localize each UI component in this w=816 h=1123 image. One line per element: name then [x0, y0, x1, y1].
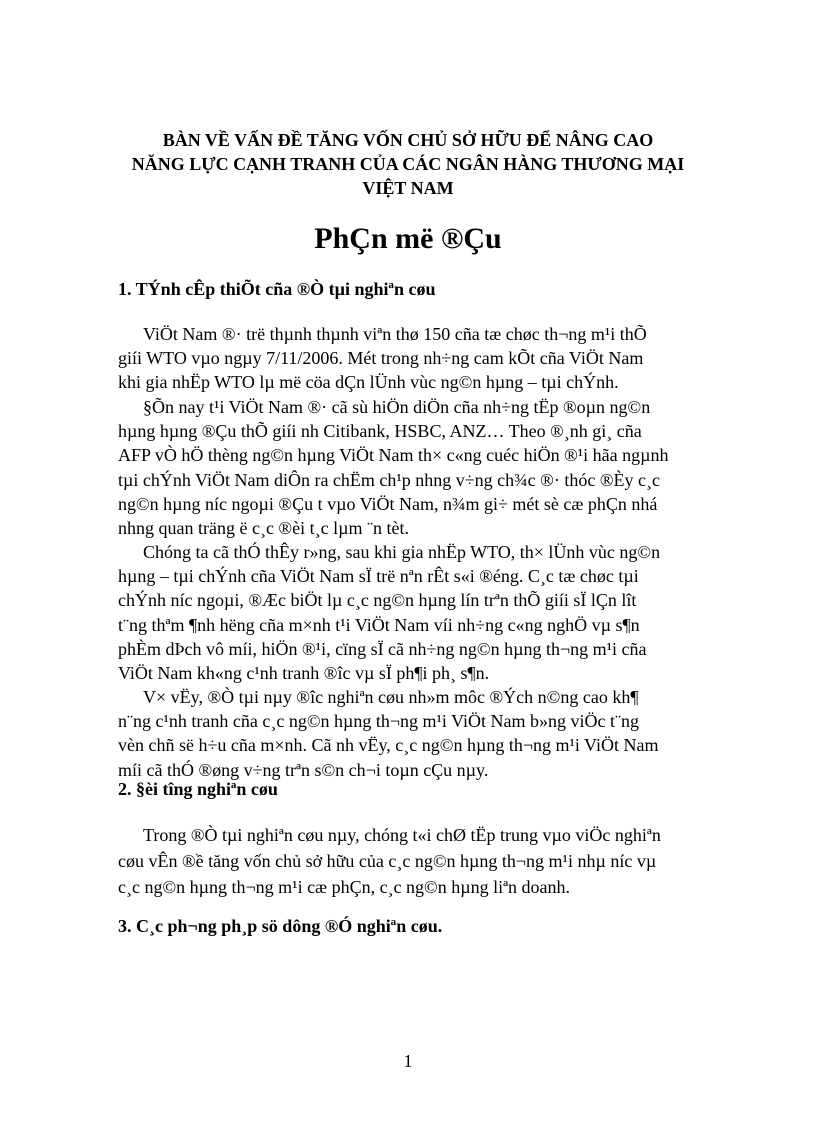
- text-line: V× vËy, ®Ò tµi nµy ®îc nghiªn cøu nh»m môc ®Ých n©ng cao kh¶: [143, 687, 639, 707]
- section-1-paragraph-4: [118, 685, 698, 782]
- text-line: ViÖt Nam kh«ng c¹nh tranh ®îc vµ sÏ ph¶i ph¸ s¶n.: [118, 663, 490, 684]
- title-line-2: NĂNG LỰC CẠNH TRANH CỦA CÁC NGÂN HÀNG THƯƠNG MẠI: [131, 154, 685, 174]
- text-line: ViÖt Nam ®· trë thµnh thµnh viªn thø 150 cña tæ chøc th¬ng m¹i thÕ: [143, 324, 647, 344]
- text-line: t¨ng thªm ¶nh hëng cña m×nh t¹i ViÖt Nam víi nh÷ng c«ng nghÖ vµ s¶n: [118, 614, 640, 635]
- section-1-heading: 1. TÝnh cÊp thiÕt cña ®Ò tµi nghiªn cøu: [118, 279, 436, 299]
- text-line: tµi chÝnh ViÖt Nam diÔn ra chËm ch¹p nhng v÷ng ch¾c ®· thóc ®Èy c¸c: [118, 469, 660, 490]
- section-2-heading: 2. §èi tîng nghiªn cøu: [118, 779, 278, 799]
- section-1-paragraph-3: [118, 540, 698, 685]
- text-line: chÝnh níc ngoµi, ®Æc biÖt lµ c¸c ng©n hµng lín trªn thÕ giíi sÏ lÇn lît: [118, 590, 637, 611]
- text-line: phÈm dÞch vô míi, hiÖn ®¹i, cïng sÏ cã nh÷ng ng©n hµng th¬ng m¹i cña: [118, 638, 647, 659]
- text-line: hµng hµng ®Çu thÕ giíi nh Citibank, HSBC, ANZ… Theo ®¸nh gi¸ cña: [118, 421, 642, 442]
- text-line: Trong ®Ò tµi nghiªn cøu nµy, chóng t«i chØ tËp trung vµo viÖc nghiªn: [143, 825, 661, 845]
- section-1-paragraph-1: [118, 322, 698, 395]
- text-line: vèn chñ së h÷u cña m×nh. Cã nh vËy, c¸c ng©n hµng th¬ng m¹i ViÖt Nam: [118, 735, 659, 756]
- text-line: AFP vÒ hÖ thèng ng©n hµng ViÖt Nam th× c«ng cuéc hiÖn ®¹i hãa ngµnh: [118, 445, 669, 466]
- text-line: n¨ng c¹nh tranh cña c¸c ng©n hµng th¬ng m¹i ViÖt Nam b»ng viÖc t¨ng: [118, 711, 639, 732]
- section-1-paragraph-2: [118, 395, 698, 540]
- text-line: nhng quan träng ë c¸c ®èi t¸c lµm ¨n tèt.: [118, 518, 409, 539]
- text-line: míi cã thÓ ®øng v÷ng trªn s©n ch¬i toµn cÇu nµy.: [118, 759, 489, 780]
- text-line: c¸c ng©n hµng th¬ng m¹i cæ phÇn, c¸c ng©n hµng liªn doanh.: [118, 877, 571, 897]
- text-line: §Õn nay t¹i ViÖt Nam ®· cã sù hiÖn diÖn cña nh÷ng tËp ®oµn ng©n: [143, 397, 651, 417]
- text-line: cøu vÊn ®ề tăng vốn chủ sở hữu của c¸c ng©n hµng th¬ng m¹i nhµ níc vµ: [118, 851, 657, 871]
- text-line: giíi WTO vµo ngµy 7/11/2006. Mét trong nh÷ng cam kÕt cña ViÖt Nam: [118, 348, 644, 369]
- text-line: hµng – tµi chÝnh cña ViÖt Nam sÏ trë nªn rÊt s«i ®éng. C¸c tæ chøc tµi: [118, 566, 639, 587]
- text-line: Chóng ta cã thÓ thÊy r»ng, sau khi gia nhËp WTO, th× lÜnh vùc ng©n: [143, 542, 661, 562]
- section-2-paragraph: [118, 822, 698, 900]
- title-line-3: VIỆT NAM: [362, 178, 454, 198]
- document-title: [110, 128, 706, 200]
- title-line-1: BÀN VỀ VẤN ĐỀ TĂNG VỐN CHỦ SỞ HỮU ĐỂ NÂNG CAO: [162, 130, 654, 150]
- text-line: ng©n hµng níc ngoµi ®Çu t vµo ViÖt Nam, n¾m gi÷ mét sè cæ phÇn nhá: [118, 493, 658, 514]
- chapter-title: PhÇn më ®Çu: [314, 222, 502, 255]
- text-line: khi gia nhËp WTO lµ më cöa dÇn lÜnh vùc ng©n hµng – tµi chÝnh.: [118, 372, 619, 393]
- page-number: 1: [403, 1051, 413, 1071]
- section-3-heading: 3. C¸c ph¬ng ph¸p sö dông ®Ó nghiªn cøu.: [118, 916, 443, 936]
